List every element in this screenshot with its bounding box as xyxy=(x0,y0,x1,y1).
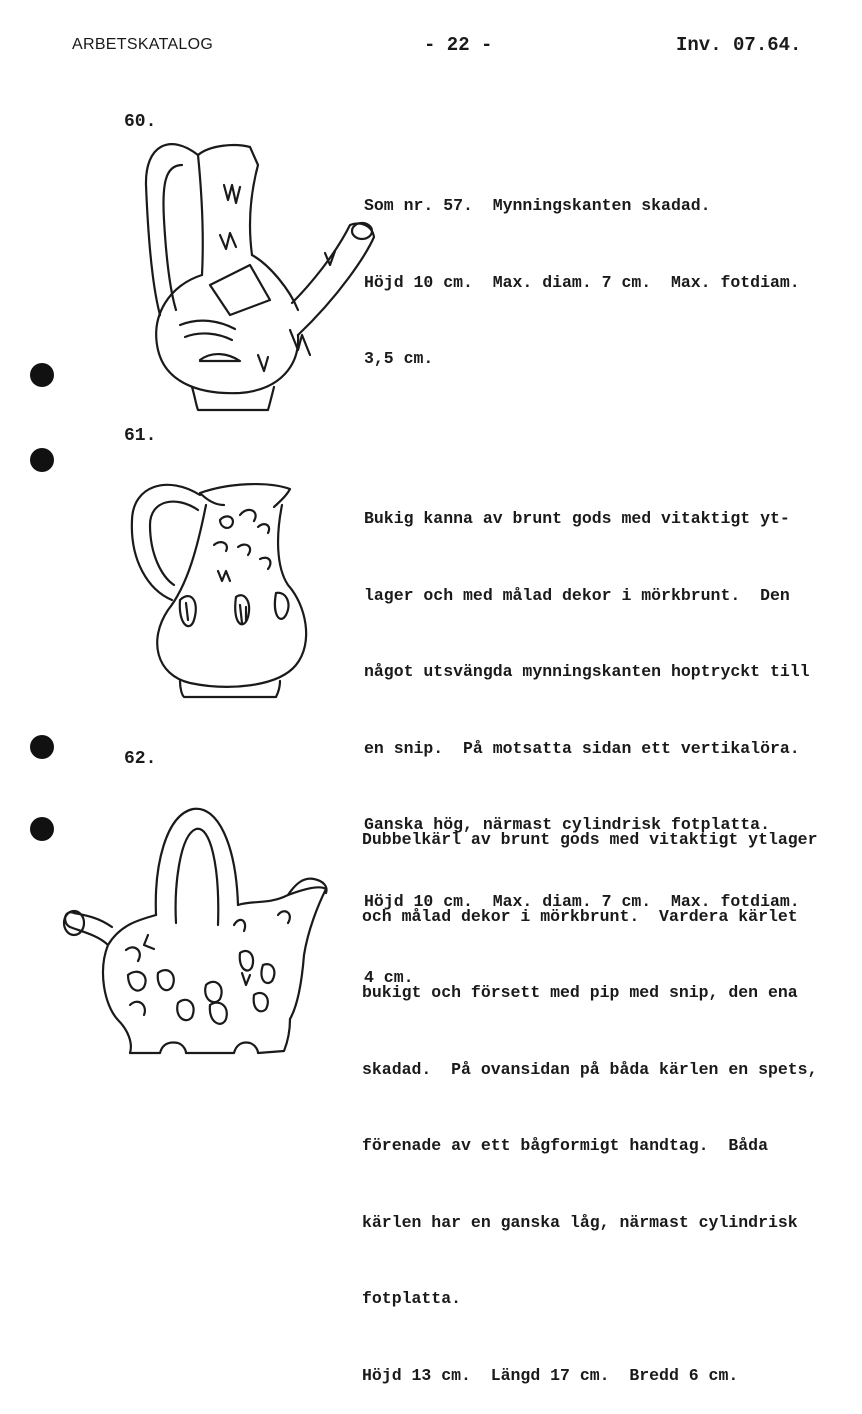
entry-number: 62. xyxy=(124,749,157,769)
entry-description xyxy=(364,142,800,397)
punch-hole xyxy=(30,448,54,472)
inventory-number: Inv. 07.64. xyxy=(676,34,802,56)
description-line: något utsvängda mynningskanten hoptryckt till xyxy=(364,662,810,681)
entry-number: 61. xyxy=(124,426,157,446)
description-line: Som nr. 57. Mynningskanten skadad. xyxy=(364,196,711,215)
punch-hole xyxy=(30,363,54,387)
punch-hole xyxy=(30,817,54,841)
description-line: Ganska hög, närmast cylindrisk fotplatta. xyxy=(364,815,770,834)
jug-spout-drawing-60 xyxy=(140,125,380,415)
description-line: bukigt och försett med pip med snip, den ena xyxy=(362,983,798,1002)
description-line: 4 cm. xyxy=(364,968,414,987)
description-line: lager och med målad dekor i mörkbrunt. Den xyxy=(364,585,790,605)
jug-handle-drawing-61 xyxy=(128,475,318,700)
description-line: förenade av ett bågformigt handtag. Båda xyxy=(362,1136,768,1155)
double-vessel-drawing-62 xyxy=(58,805,348,1060)
entry-description xyxy=(362,776,817,1414)
description-line: Höjd 13 cm. Längd 17 cm. Bredd 6 cm. xyxy=(362,1365,739,1385)
page-number: - 22 - xyxy=(424,34,493,56)
description-line: en snip. På motsatta sidan ett vertikalöra. xyxy=(364,738,800,758)
description-line: och målad dekor i mörkbrunt. Vardera kärlet xyxy=(362,906,798,926)
description-line: Bukig kanna av brunt gods med vitaktigt yt- xyxy=(364,509,790,528)
description-line: fotplatta. xyxy=(362,1289,462,1308)
entry-number: 60. xyxy=(124,112,157,132)
catalog-label: ARBETSKATALOG xyxy=(72,36,214,53)
description-line: skadad. På ovansidan på båda kärlen en spets, xyxy=(362,1059,818,1079)
description-line: Dubbelkärl av brunt gods med vitaktigt ytlager xyxy=(362,830,818,849)
description-line: Höjd 10 cm. Max. diam. 7 cm. Max. fotdiam. xyxy=(364,891,800,911)
description-line: 3,5 cm. xyxy=(364,349,434,368)
description-line: Höjd 10 cm. Max. diam. 7 cm. Max. fotdiam. xyxy=(364,272,800,292)
punch-hole xyxy=(30,735,54,759)
description-line: kärlen har en ganska låg, närmast cylindrisk xyxy=(362,1212,798,1232)
